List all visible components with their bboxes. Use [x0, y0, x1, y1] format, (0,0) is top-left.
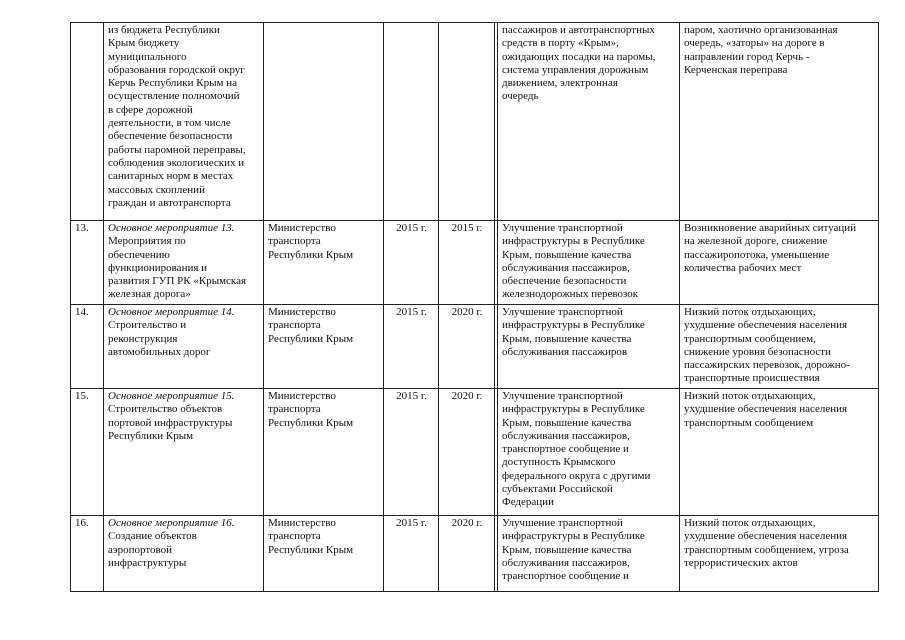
measure-cell	[104, 305, 264, 389]
measure-cell	[104, 221, 264, 305]
risk-consequence: Низкий поток отдыхающих, ухудшение обеспечения населения транспортным сообщением, угроза террористических актов	[680, 516, 879, 592]
row-number	[71, 23, 104, 221]
table-row	[71, 389, 879, 516]
end-year	[439, 23, 495, 221]
measure-cell	[104, 389, 264, 516]
executor-cell	[264, 23, 384, 221]
table-row	[71, 221, 879, 305]
risk-consequence: паром, хаотично организованная очередь, «заторы» на дороге в направлении город Керчь - Керченская переправа	[680, 23, 879, 221]
measure-title: Основное мероприятие 14.	[108, 306, 235, 318]
start-year: 2015 г.	[384, 221, 439, 305]
measure-cell	[104, 516, 264, 592]
risk-consequence: Возникновение аварийных ситуаций на железной дороге, снижение пассажиропотока, уменьшение количества рабочих мест	[680, 221, 879, 305]
row-number: 16.	[71, 516, 104, 592]
start-year: 2015 г.	[384, 516, 439, 592]
expected-result: Улучшение транспортной инфраструктуры в Республике Крым, повышение качества обслуживания пассажиров, транспортное сообщение и доступность Крымского федерального округа с другими субъектами Российской Федерации	[498, 389, 680, 516]
expected-result: Улучшение транспортной инфраструктуры в Республике Крым, повышение качества обслуживания пассажиров	[498, 305, 680, 389]
executor-cell: Министерство транспорта Республики Крым	[264, 305, 384, 389]
measure-description: из бюджета Республики Крым бюджету муниципального образования городской округ Керчь Республики Крым на осуществление полномочий в сфере дорожной деятельности, в том числе обеспечение безопасности работы паромной переправы, соблюдения экологических и санитарных норм в местах массовых скоплений граждан и автотранспорта	[108, 24, 246, 209]
start-year: 2015 г.	[384, 305, 439, 389]
measure-cell	[104, 23, 264, 221]
end-year: 2015 г.	[439, 221, 495, 305]
executor-cell: Министерство транспорта Республики Крым	[264, 389, 384, 516]
executor-cell: Министерство транспорта Республики Крым	[264, 516, 384, 592]
measure-title: Основное мероприятие 13.	[108, 222, 235, 234]
expected-result: пассажиров и автотранспортных средств в порту «Крым», ожидающих посадки на паромы, система управления дорожным движением, электронная очередь	[498, 23, 680, 221]
risk-consequence: Низкий поток отдыхающих, ухудшение обеспечения населения транспортным сообщением	[680, 389, 879, 516]
measure-description: Строительство и реконструкция автомобильных дорог	[108, 319, 211, 358]
row-number: 13.	[71, 221, 104, 305]
table-row	[71, 305, 879, 389]
row-number: 14.	[71, 305, 104, 389]
executor-cell: Министерство транспорта Республики Крым	[264, 221, 384, 305]
end-year: 2020 г.	[439, 389, 495, 516]
start-year	[384, 23, 439, 221]
measure-description: Строительство объектов портовой инфраструктуры Республики Крым	[108, 403, 233, 442]
risk-consequence: Низкий поток отдыхающих, ухудшение обеспечения населения транспортным сообщением, снижение уровня безопасности пассажирских перевозок, дорожно- транспортные происшествия	[680, 305, 879, 389]
measures-table	[70, 22, 879, 592]
end-year: 2020 г.	[439, 305, 495, 389]
start-year: 2015 г.	[384, 389, 439, 516]
table-row	[71, 23, 879, 221]
row-number: 15.	[71, 389, 104, 516]
measure-description: Создание объектов аэропортовой инфраструктуры	[108, 530, 197, 569]
expected-result: Улучшение транспортной инфраструктуры в Республике Крым, повышение качества обслуживания пассажиров, обеспечение безопасности железнодорожных перевозок	[498, 221, 680, 305]
measure-title: Основное мероприятие 15.	[108, 390, 235, 402]
measure-title: Основное мероприятие 16.	[108, 517, 235, 529]
table-row	[71, 516, 879, 592]
end-year: 2020 г.	[439, 516, 495, 592]
measure-description: Мероприятия по обеспечению функционирования и развития ГУП РК «Крымская железная дорога»	[108, 235, 247, 301]
expected-result: Улучшение транспортной инфраструктуры в Республике Крым, повышение качества обслуживания пассажиров, транспортное сообщение и	[498, 516, 680, 592]
